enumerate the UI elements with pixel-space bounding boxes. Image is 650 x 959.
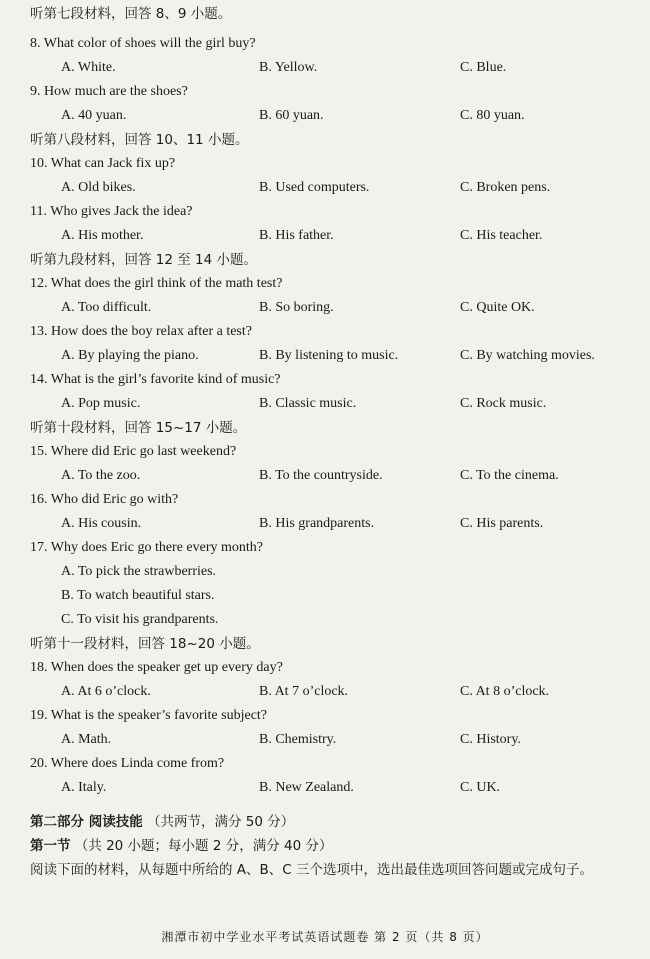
question-10: 10. What can Jack fix up? [30,156,176,171]
option-b: B. His father. [259,228,334,243]
option-b: B. At 7 o’clock. [259,684,349,699]
section-header-8: 听第八段材料，回答 10、11 小题。 [30,132,249,148]
question-15: 15. Where did Eric go last weekend? [30,444,237,459]
option-b: B. His grandparents. [259,516,375,531]
section-one-heading [30,834,333,858]
option-c: C. Rock music. [460,396,547,411]
option-c: C. Quite OK. [460,300,535,315]
section-one-note: （共 20 小题；每小题 2 分，满分 40 分） [74,838,333,854]
part-two-heading [30,810,294,834]
option-b: B. Used computers. [259,180,370,195]
question-9: 9. How much are the shoes? [30,84,188,99]
option-c: C. By watching movies. [460,348,595,363]
question-12: 12. What does the girl think of the math test? [30,276,283,291]
option-b: B. Chemistry. [259,732,337,747]
option-b: B. Classic music. [259,396,357,411]
option-a: A. 40 yuan. [61,108,127,123]
option-a: A. White. [61,60,116,75]
option-b: B. By listening to music. [259,348,399,363]
option-c: C. To visit his grandparents. [61,612,219,627]
option-c: C. 80 yuan. [460,108,525,123]
question-13: 13. How does the boy relax after a test? [30,324,252,339]
question-19: 19. What is the speaker’s favorite subject? [30,708,268,723]
option-a: A. At 6 o’clock. [61,684,151,699]
question-18: 18. When does the speaker get up every day? [30,660,283,675]
option-a: A. Italy. [61,780,107,795]
option-b: B. So boring. [259,300,334,315]
option-c: C. His parents. [460,516,544,531]
section-header-10: 听第十段材料，回答 15~17 小题。 [30,420,247,436]
option-a: A. Old bikes. [61,180,136,195]
option-a: A. By playing the piano. [61,348,199,363]
option-b: B. New Zealand. [259,780,354,795]
option-a: A. Too difficult. [61,300,152,315]
option-c: C. At 8 o’clock. [460,684,550,699]
option-a: A. To pick the strawberries. [61,564,217,579]
option-c: C. UK. [460,780,501,795]
option-a: A. Pop music. [61,396,141,411]
section-header-9: 听第九段材料，回答 12 至 14 小题。 [30,252,258,268]
page-footer: 湘潭市初中学业水平考试英语试题卷 第 2 页（共 8 页） [161,930,489,944]
option-a: A. To the zoo. [61,468,141,483]
option-c: C. History. [460,732,521,747]
question-20: 20. Where does Linda come from? [30,756,225,771]
question-16: 16. Who did Eric go with? [30,492,179,507]
reading-instruction: 阅读下面的材料，从每题中所给的 A、B、C 三个选项中，选出最佳选项回答问题或完成句子。 [30,862,594,878]
option-b: B. 60 yuan. [259,108,324,123]
section-header-7: 听第七段材料，回答 8、9 小题。 [30,6,232,22]
option-c: C. Blue. [460,60,507,75]
question-17: 17. Why does Eric go there every month? [30,540,264,555]
question-8: 8. What color of shoes will the girl buy? [30,36,256,51]
part-two-note: （共两节，满分 50 分） [147,814,295,830]
option-a: A. His cousin. [61,516,142,531]
question-14: 14. What is the girl’s favorite kind of music? [30,372,281,387]
option-c: C. To the cinema. [460,468,559,483]
option-a: A. His mother. [61,228,144,243]
section-one-title: 第一节 [30,838,71,854]
option-b: B. To watch beautiful stars. [61,588,215,603]
option-c: C. Broken pens. [460,180,551,195]
option-a: A. Math. [61,732,112,747]
option-b: B. Yellow. [259,60,318,75]
option-c: C. His teacher. [460,228,543,243]
question-11: 11. Who gives Jack the idea? [30,204,193,219]
option-b: B. To the countryside. [259,468,383,483]
part-two-title: 第二部分 阅读技能 [30,814,143,830]
section-header-11: 听第十一段材料，回答 18~20 小题。 [30,636,260,652]
